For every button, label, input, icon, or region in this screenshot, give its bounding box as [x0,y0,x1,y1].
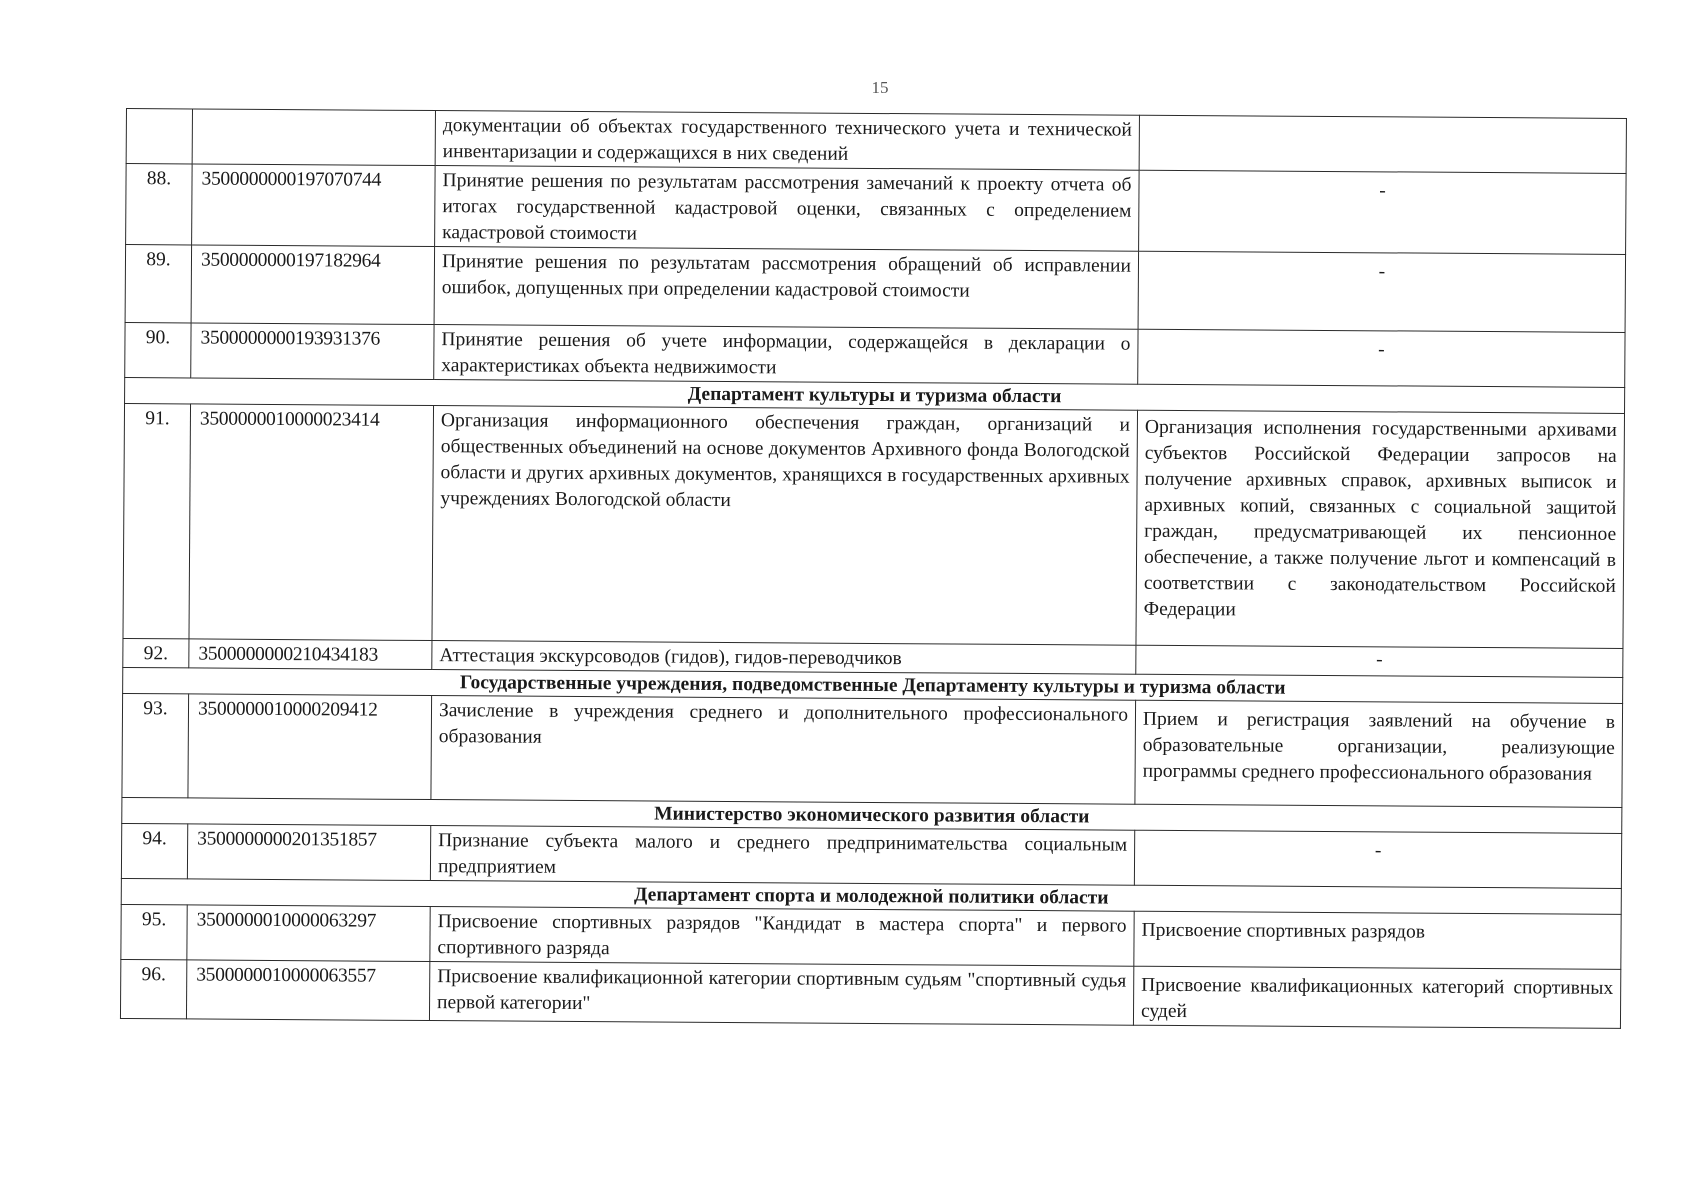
table-row [123,403,1625,648]
related-service: - [1139,170,1627,254]
department-title: Государственные учреждения, подведомственные Департаменту культуры и туризма области [123,667,1623,703]
related-service: Присвоение квалификационных категорий спортивных судей [1133,966,1620,1028]
department-title: Департамент культуры и туризма области [125,377,1625,413]
service-code: 3500000000210434183 [189,639,432,670]
service-name: Организация информационного обеспечения граждан, организаций и общественных объединений на основе документов Архивного фонда Вологодской области и других архивных документов, хранящихся в государственных архивных учреждениях Вологодской области [432,406,1138,646]
service-code: 3500000000197182964 [191,245,435,325]
row-number: 88. [126,164,193,245]
department-title: Министерство экономического развития области [122,797,1622,833]
table-row [122,693,1623,807]
service-code: 3500000000201351857 [187,824,430,881]
related-service: - [1136,645,1623,677]
service-name: Принятие решения об учете информации, содержащейся в декларации о характеристиках объекта недвижимости [434,325,1138,385]
row-number: 95. [121,904,187,959]
table-row [120,959,1620,1028]
table-row [125,322,1625,387]
table-row [121,904,1621,969]
service-code: 3500000010000063557 [186,960,429,1021]
row-number: 91. [123,403,191,638]
row-number [126,109,192,164]
page-number: 15 [871,78,889,97]
related-service [1139,115,1626,173]
service-code: 3500000000193931376 [191,323,434,380]
service-name: Принятие решения по результатам рассмотрения обращений об исправлении ошибок, допущенных при определении кадастровой стоимости [434,247,1139,330]
service-code: 3500000010000209412 [188,694,432,800]
service-name: Зачисление в учреждения среднего и дополнительного профессионального образования [431,696,1136,805]
service-name: Признание субъекта малого и среднего предпринимательства социальным предприятием [430,826,1134,886]
table-row [121,823,1621,888]
service-name: Принятие решения по результатам рассмотрения замечаний к проекту отчета об итогах государственной кадастровой оценки, связанных с определением кадастровой стоимости [435,166,1140,252]
related-service: Прием и регистрация заявлений на обучение в образовательные организации, реализующие программы среднего профессионального образования [1135,700,1623,807]
table-row [126,164,1627,255]
services-table [120,108,1627,1029]
table-row [125,245,1625,333]
service-name: Присвоение квалификационной категории спортивным судьям "спортивный судья первой категории" [429,962,1133,1026]
row-number: 94. [121,823,187,878]
service-name: Аттестация экскурсоводов (гидов), гидов-переводчиков [432,641,1136,675]
service-code: 3500000010000023414 [189,404,434,641]
row-number: 90. [125,322,191,377]
service-code [192,109,435,166]
related-service: Присвоение спортивных разрядов [1134,911,1621,969]
related-service: - [1134,830,1621,888]
related-service: - [1138,251,1626,332]
service-code: 3500000000197070744 [192,164,436,247]
row-number: 93. [122,693,189,797]
service-name: Присвоение спортивных разрядов "Кандидат в мастера спорта" и первого спортивного разряда [430,907,1134,967]
row-number: 96. [120,959,186,1018]
related-service: Организация исполнения государственными архивами субъектов Российской Федерации запросов на получение архивных справок, архивных выписок и архивных копий, связанных с социальной защитой граждан, предусматривающей их пенсионное обеспечение, а также получение льгот и компенсаций в соответствии с законодательством Российской Федерации [1136,410,1625,648]
row-number: 89. [125,245,192,323]
table-row [126,109,1626,174]
service-code: 3500000010000063297 [187,905,430,962]
department-title: Департамент спорта и молодежной политики области [121,878,1621,914]
service-name: документации об объектах государственного технического учета и технической инвентаризации и содержащихся в них сведений [435,111,1139,171]
row-number: 92. [123,638,189,667]
related-service: - [1138,329,1625,387]
